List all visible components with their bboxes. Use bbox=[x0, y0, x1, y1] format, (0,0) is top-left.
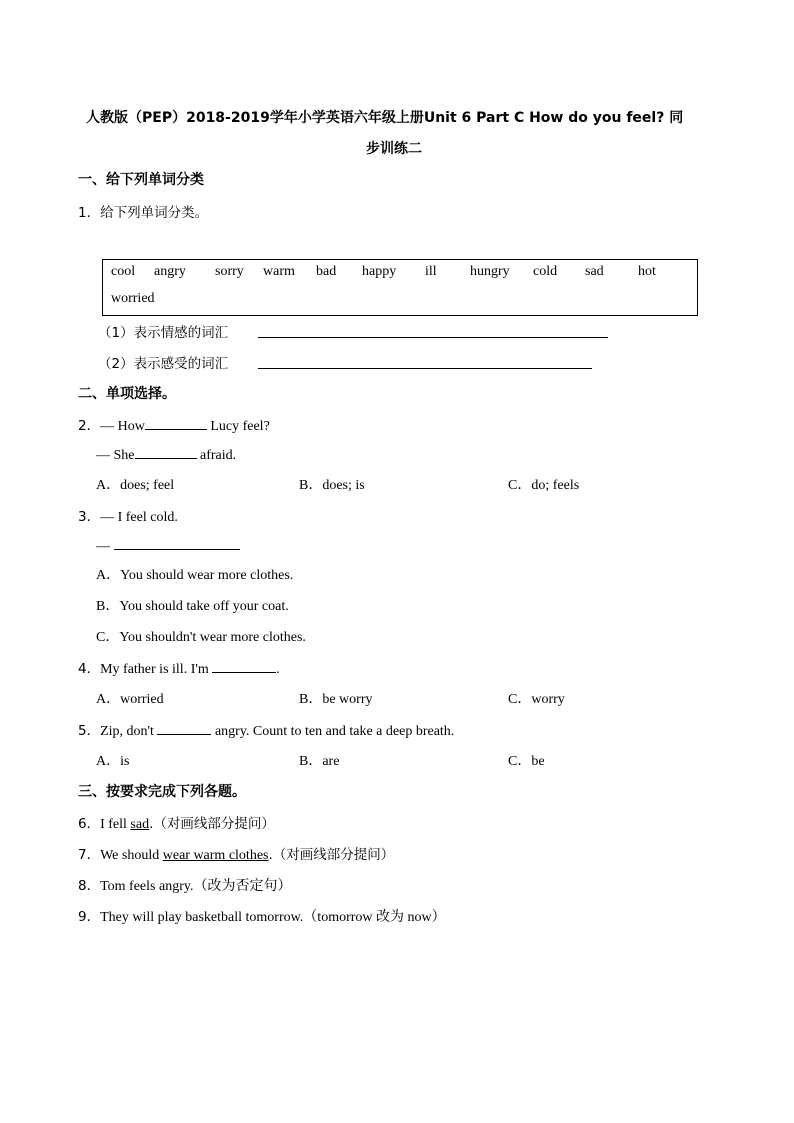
word-bank-item: cool bbox=[111, 264, 136, 279]
question-4 bbox=[78, 657, 280, 678]
question-6 bbox=[78, 812, 275, 833]
question-1 bbox=[78, 201, 208, 222]
question-8 bbox=[78, 874, 291, 895]
question-number: 9． bbox=[78, 909, 101, 925]
option-b[interactable]: B．be worry bbox=[299, 692, 373, 707]
sub-question-2: （2）表示感受的词汇 bbox=[98, 356, 229, 372]
option-c[interactable]: C．be bbox=[508, 754, 545, 769]
option-b[interactable]: B．does; is bbox=[299, 478, 365, 493]
question-number: 8． bbox=[78, 878, 101, 894]
dialogue-line: — I feel cold. bbox=[100, 510, 178, 525]
option-a[interactable]: A．is bbox=[96, 754, 130, 769]
answer-blank[interactable] bbox=[212, 658, 276, 673]
option-a[interactable]: A．You should wear more clothes. bbox=[96, 568, 294, 583]
answer-blank[interactable] bbox=[135, 444, 197, 459]
word-bank-item: ill bbox=[425, 264, 437, 279]
question-number: 5． bbox=[78, 723, 101, 739]
question-9 bbox=[78, 905, 446, 926]
question-text: My father is ill. I'm bbox=[100, 662, 209, 677]
option-c[interactable]: C．do; feels bbox=[508, 478, 580, 493]
question-text: 给下列单词分类。 bbox=[100, 205, 209, 221]
question-2-line2 bbox=[96, 444, 236, 464]
question-2 bbox=[78, 414, 270, 435]
answer-line[interactable] bbox=[258, 337, 608, 338]
word-bank-item: hot bbox=[638, 264, 656, 279]
word-bank-item: worried bbox=[111, 291, 155, 306]
word-bank-item: happy bbox=[362, 264, 397, 279]
option-b[interactable]: B．You should take off your coat. bbox=[96, 599, 289, 614]
question-5 bbox=[78, 719, 454, 740]
question-number: 2． bbox=[78, 418, 101, 434]
answer-blank[interactable] bbox=[114, 535, 240, 550]
answer-blank[interactable] bbox=[157, 720, 211, 735]
dialogue-line: Lucy feel? bbox=[206, 419, 270, 434]
question-text: Tom feels angry.（改为否定句） bbox=[100, 879, 292, 894]
word-bank-item: bad bbox=[316, 264, 337, 279]
question-text: They will play basketball tomorrow.（tomorrow 改为 now） bbox=[100, 910, 446, 925]
option-a[interactable]: A．does; feel bbox=[96, 478, 175, 493]
word-bank-item: sorry bbox=[215, 264, 244, 279]
option-c[interactable]: C．You shouldn't wear more clothes. bbox=[96, 630, 306, 645]
question-number: 6． bbox=[78, 816, 101, 832]
answer-line[interactable] bbox=[258, 368, 592, 369]
question-text: . bbox=[276, 662, 280, 677]
dialogue-line: — bbox=[96, 539, 110, 554]
answer-blank[interactable] bbox=[145, 415, 207, 430]
document-title-line1: 人教版（PEP）2018-2019学年小学英语六年级上册Unit 6 Part C How do you feel? 同 bbox=[86, 110, 684, 126]
word-bank-item: hungry bbox=[470, 264, 510, 279]
document-title-line2: 步训练二 bbox=[366, 141, 422, 157]
section3-heading: 三、按要求完成下列各题。 bbox=[78, 784, 246, 800]
dialogue-line: afraid. bbox=[196, 448, 237, 463]
section1-heading: 一、给下列单词分类 bbox=[78, 172, 204, 188]
question-number: 1． bbox=[78, 205, 101, 221]
question-instruction: .（对画线部分提问） bbox=[268, 847, 395, 863]
question-number: 4． bbox=[78, 661, 101, 677]
word-bank-item: angry bbox=[154, 264, 186, 279]
word-bank-item: cold bbox=[533, 264, 558, 279]
question-text: We should bbox=[100, 848, 163, 863]
question-3 bbox=[78, 505, 178, 526]
question-number: 7． bbox=[78, 847, 101, 863]
word-bank-item: warm bbox=[263, 264, 295, 279]
option-a[interactable]: A．worried bbox=[96, 692, 164, 707]
sub-question-1: （1）表示情感的词汇 bbox=[98, 325, 229, 341]
question-text: Zip, don't bbox=[100, 724, 154, 739]
word-bank-item: sad bbox=[585, 264, 604, 279]
section2-heading: 二、单项选择。 bbox=[78, 386, 176, 402]
option-c[interactable]: C．worry bbox=[508, 692, 565, 707]
underlined-text: sad bbox=[130, 817, 150, 832]
question-text: I fell bbox=[100, 817, 131, 832]
underlined-text: wear warm clothes bbox=[162, 848, 269, 863]
question-instruction: .（对画线部分提问） bbox=[149, 816, 275, 832]
option-b[interactable]: B．are bbox=[299, 754, 340, 769]
question-3-line2 bbox=[96, 535, 240, 555]
question-7 bbox=[78, 843, 394, 864]
word-bank-box bbox=[102, 259, 698, 316]
dialogue-line: — How bbox=[100, 419, 145, 434]
dialogue-line: — She bbox=[96, 448, 135, 463]
question-text: angry. Count to ten and take a deep breath. bbox=[211, 724, 455, 739]
question-number: 3． bbox=[78, 509, 101, 525]
